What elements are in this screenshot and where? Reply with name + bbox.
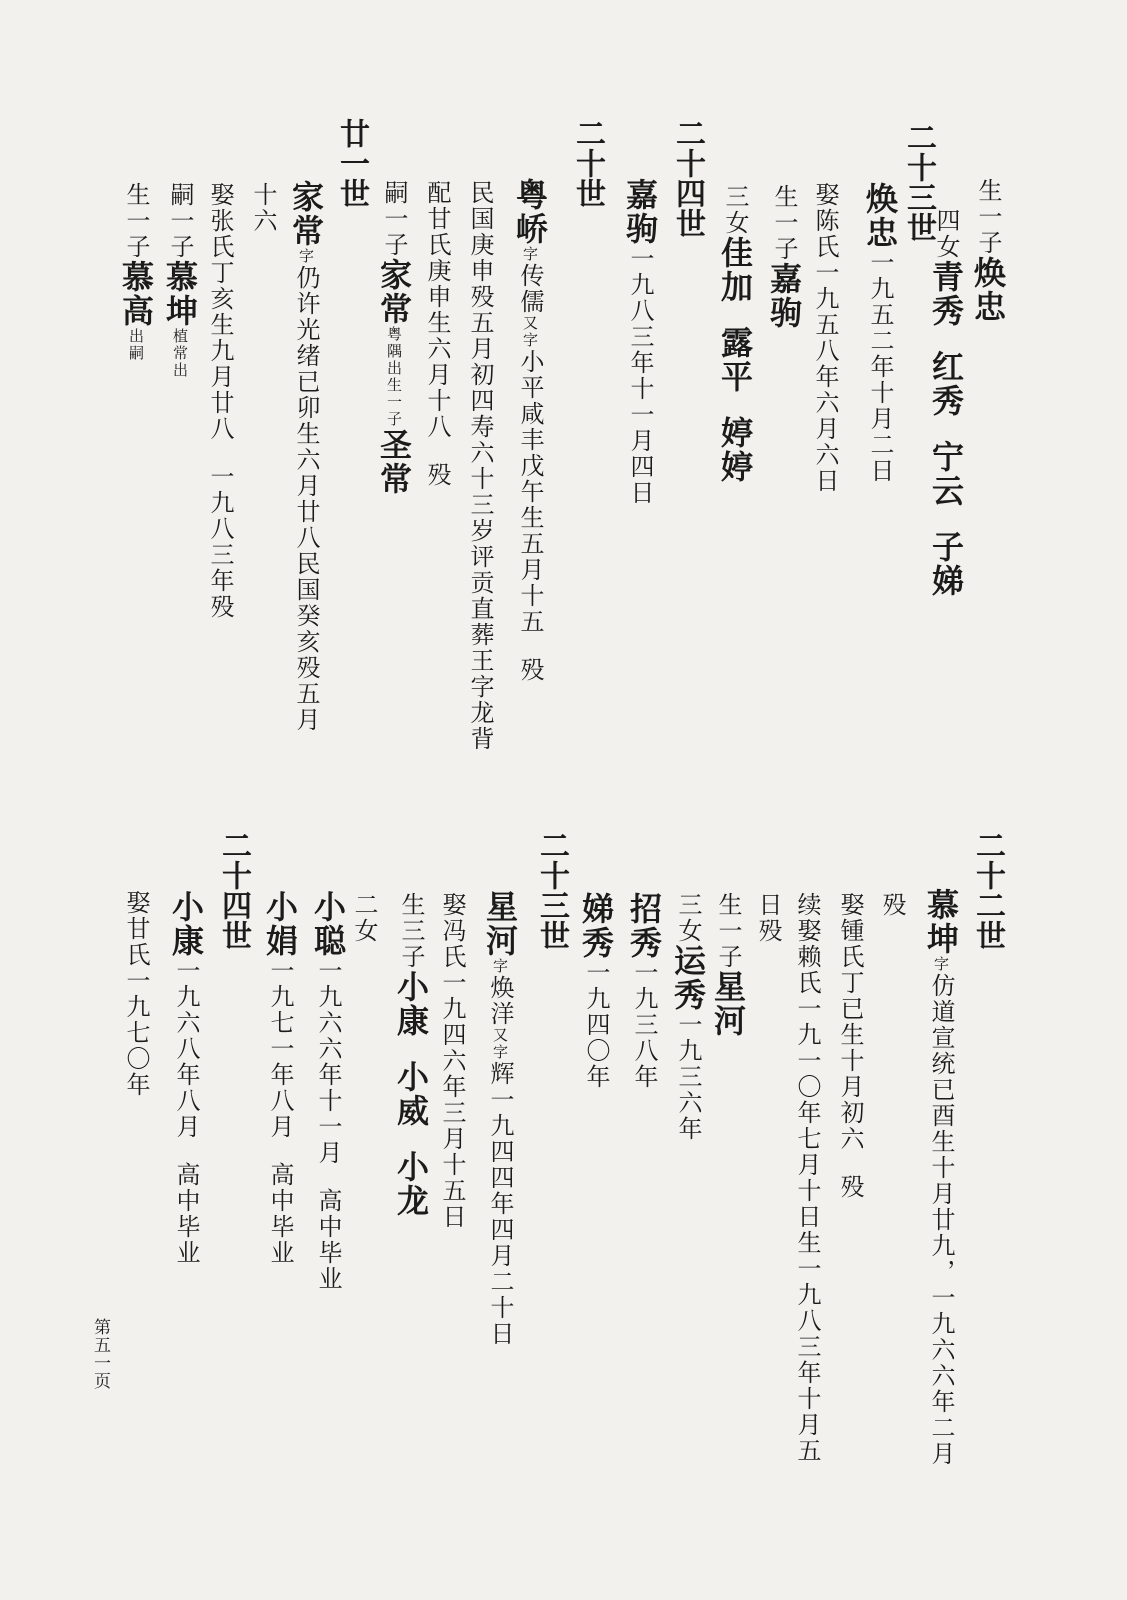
upper-col-18: 娶张氏丁亥生九月廿八一九八三年殁 [206,182,234,620]
lower-col-16: 小聪一九六六年十一月高中毕业 [309,890,347,1292]
lower-col-15: 二女 [350,892,378,944]
upper-col-17: 十六 [249,182,277,234]
upper-col-20: 生一子慕高出嗣 [117,182,155,362]
upper-col-1: 生一子焕忠 [969,178,1007,324]
lower-col-5: 续娶赖氏一九一〇年七月十日生一九八三年十月五 [793,892,821,1464]
generation-heading: 二十二世 [970,830,1005,950]
lower-col-17: 小娟一九七一年八月高中毕业 [261,890,299,1266]
upper-col-4: 焕忠一九五二年十月二日 [861,182,899,484]
page-number: 第五一页 [90,1318,110,1390]
lower-col-3: 殁 [878,892,906,918]
generation-heading: 廿一世 [334,118,369,208]
generation-heading: 二十四世 [216,830,251,950]
generation-heading: 二十三世 [534,830,569,950]
upper-col-16: 家常字仍许光绪已卯生六月廿八民国癸亥殁五月 [287,180,325,733]
upper-col-19: 嗣一子慕坤植常出 [161,182,199,379]
upper-col-2: 四女青秀红秀宁云子娣 [927,208,965,598]
lower-col-13: 娶冯氏一九四六年三月十五日 [438,892,466,1230]
generation-heading: 二十三世 [901,122,936,242]
lower-col-14: 生三子小康小威小龙 [392,892,430,1218]
upper-col-9: 嘉驹一九八三年十一月四日 [621,178,659,506]
upper-col-13: 配甘氏庚申生六月十八殁 [423,180,451,488]
lower-col-7: 生一子星河 [709,892,747,1038]
upper-col-11: 粤峤字传儒又字小平咸丰戊午生五月十五殁 [511,178,549,683]
lower-col-10: 娣秀一九四〇年 [577,892,615,1090]
lower-col-9: 招秀一九三八年 [625,892,663,1090]
upper-col-6: 生一子嘉驹 [765,184,803,330]
lower-col-8: 三女运秀一九三六年 [669,892,707,1142]
upper-col-14: 嗣一子家常粤隅出生一子圣常 [375,180,413,496]
lower-col-6: 日殁 [754,892,782,944]
lower-col-12: 星河字焕洋又字辉一九四四年四月二十日 [481,890,519,1347]
generation-heading: 二十四世 [670,118,705,238]
generation-heading: 二十世 [570,118,605,208]
lower-col-19: 小康一九六八年八月高中毕业 [167,890,205,1266]
upper-col-7: 三女佳加露平婷婷 [716,184,754,484]
lower-col-2: 慕坤字仿道宣统已酉生十月廿九，一九六六年二月 [922,888,960,1467]
upper-col-5: 娶陈氏一九五八年六月六日 [811,182,839,494]
lower-col-20: 娶甘氏一九七〇年 [122,890,150,1098]
upper-col-12: 民国庚申殁五月初四寿六十三岁评贡直葬王字龙背 [466,180,494,752]
lower-col-4: 娶锺氏丁已生十月初六殁 [836,892,864,1200]
